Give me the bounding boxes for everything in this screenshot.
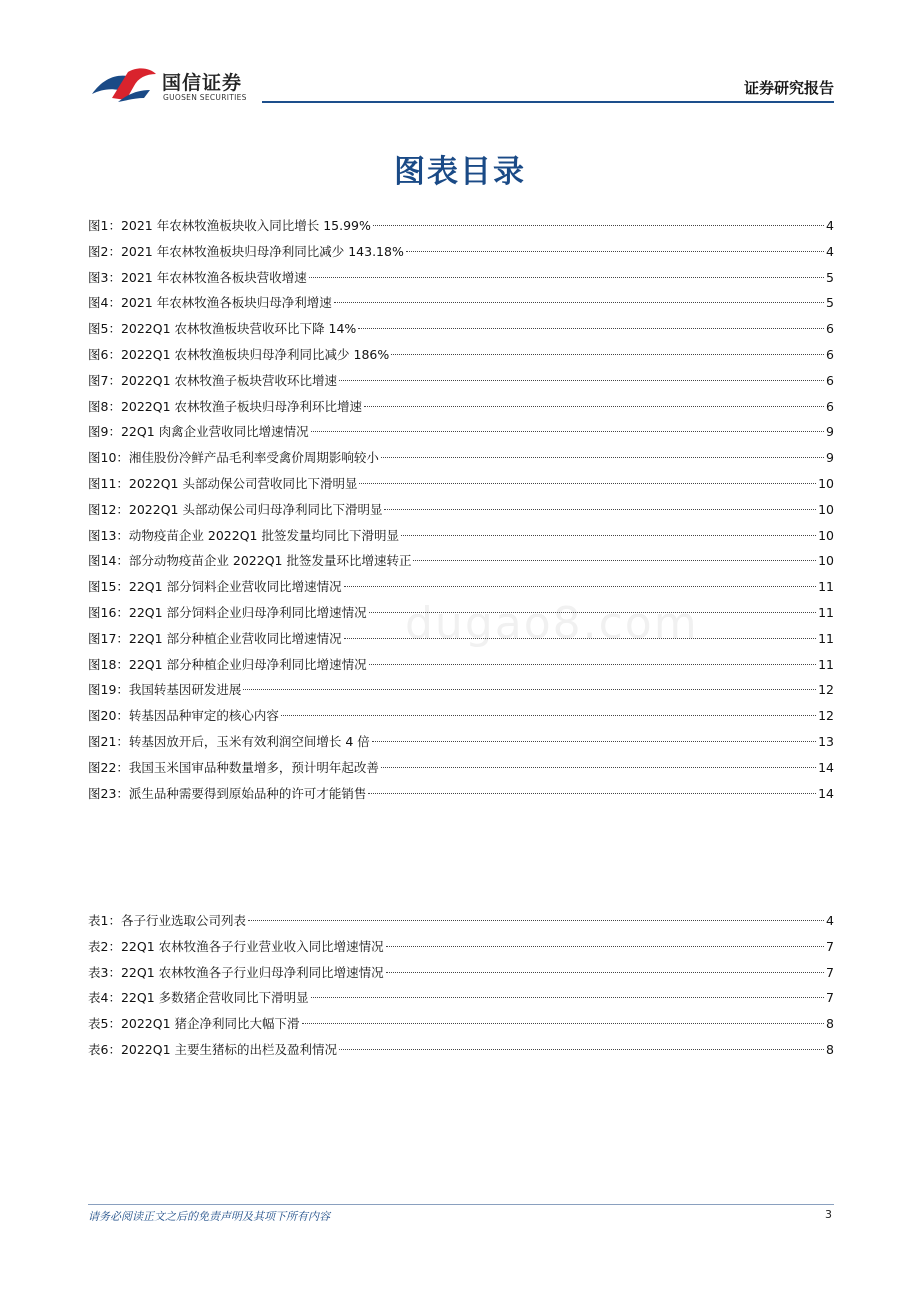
toc-entry[interactable] [88, 497, 834, 523]
toc-entry-label: 图15： [88, 579, 129, 595]
toc-leader-dots [401, 534, 816, 536]
toc-entry-label: 表3： [88, 964, 121, 980]
toc-entry-page: 11 [818, 604, 834, 620]
toc-entry-label: 图18： [88, 656, 129, 672]
toc-entry-title: 22Q1 部分饲料企业营收同比增速情况 [128, 579, 342, 595]
toc-entry-label: 图20： [88, 708, 129, 724]
toc-leader-dots [381, 766, 816, 768]
toc-leader-dots [311, 996, 824, 998]
toc-entry-title: 我国玉米国审品种数量增多，预计明年起改善 [128, 759, 379, 775]
toc-entry-page: 11 [818, 656, 834, 672]
toc-entry-page: 13 [818, 733, 834, 749]
toc-entry-label: 图23： [88, 785, 129, 801]
report-type: 证券研究报告 [743, 79, 834, 97]
toc-entry[interactable] [88, 703, 834, 729]
toc-entry-label: 表5： [88, 1016, 121, 1032]
toc-leader-dots [413, 559, 816, 561]
toc-entry-title: 2021 年农林牧渔板块归母净利同比减少 143.18% [120, 243, 404, 259]
toc-leader-dots [248, 919, 824, 921]
toc-leader-dots [334, 301, 824, 303]
toc-entry[interactable] [88, 934, 834, 960]
toc-entry-page: 14 [818, 759, 834, 775]
toc-entry-title: 22Q1 部分种植企业归母净利同比增速情况 [128, 656, 367, 672]
toc-entry-page: 12 [818, 708, 834, 724]
toc-entry-label: 图6： [88, 346, 121, 362]
toc-entry-label: 图16： [88, 604, 129, 620]
toc-leader-dots [386, 945, 824, 947]
toc-entry[interactable] [88, 265, 834, 291]
watermark: dugao8.com [405, 598, 699, 649]
toc-entry-title: 我国转基因研发进展 [128, 682, 242, 698]
toc-entry[interactable] [88, 290, 834, 316]
toc-entry-title: 派生品种需要得到原始品种的许可才能销售 [128, 785, 367, 801]
toc-leader-dots [243, 688, 816, 690]
toc-entry-page: 7 [826, 938, 834, 954]
toc-entry[interactable] [88, 1011, 834, 1037]
toc-entry[interactable] [88, 755, 834, 781]
toc-entry-title: 转基因品种审定的核心内容 [128, 708, 279, 724]
logo-text-en: GUOSEN SECURITIES [163, 93, 247, 102]
toc-entry-label: 图9： [88, 424, 121, 440]
toc-leader-dots [368, 792, 816, 794]
toc-entry-label: 图10： [88, 450, 129, 466]
toc-entry-label: 图19： [88, 682, 129, 698]
toc-entry-page: 4 [826, 218, 834, 233]
toc-entry-title: 22Q1 部分饲料企业归母净利同比增速情况 [128, 604, 367, 620]
toc-entry-title: 2022Q1 猪企净利同比大幅下滑 [120, 1016, 300, 1032]
toc-entry-label: 图1： [88, 218, 121, 233]
toc-leader-dots [302, 1022, 825, 1024]
toc-entry-page: 6 [826, 398, 834, 414]
toc-entry[interactable] [88, 1037, 834, 1063]
toc-entry-title: 部分动物疫苗企业 2022Q1 批签发量环比增速转正 [128, 553, 412, 569]
toc-entry-page: 5 [826, 295, 834, 311]
toc-entry-title: 2022Q1 农林牧渔子板块归母净利环比增速 [120, 398, 363, 414]
footer-divider [88, 1204, 834, 1205]
toc-leader-dots [391, 353, 824, 355]
table-list [88, 908, 834, 1063]
toc-entry[interactable] [88, 445, 834, 471]
toc-leader-dots [386, 971, 824, 973]
toc-entry-label: 图13： [88, 527, 129, 543]
toc-entry-title: 2022Q1 头部动保公司营收同比下滑明显 [128, 475, 358, 491]
toc-entry-label: 表6： [88, 1041, 121, 1057]
toc-entry[interactable] [88, 471, 834, 497]
toc-entry-label: 图7： [88, 372, 121, 388]
logo-text-cn: 国信证券 [162, 72, 243, 94]
toc-entry[interactable] [88, 960, 834, 986]
toc-entry-page: 6 [826, 372, 834, 388]
toc-entry-title: 22Q1 肉禽企业营收同比增速情况 [120, 424, 309, 440]
toc-entry-page: 12 [818, 682, 834, 698]
toc-entry-page: 11 [818, 579, 834, 595]
toc-entry[interactable] [88, 213, 834, 239]
toc-entry-title: 22Q1 多数猪企营收同比下滑明显 [120, 990, 309, 1006]
toc-leader-dots [344, 637, 817, 639]
toc-entry-title: 2022Q1 农林牧渔板块归母净利同比减少 186% [120, 346, 390, 362]
page-header [88, 60, 834, 108]
toc-entry-label: 图21： [88, 733, 129, 749]
toc-entry-label: 图11： [88, 475, 129, 491]
toc-entry[interactable] [88, 985, 834, 1011]
toc-entry-label: 图8： [88, 398, 121, 414]
toc-entry-page: 6 [826, 346, 834, 362]
toc-leader-dots [344, 585, 817, 587]
toc-entry[interactable] [88, 419, 834, 445]
toc-entry[interactable] [88, 394, 834, 420]
toc-entry-title: 22Q1 部分种植企业营收同比增速情况 [128, 630, 342, 646]
toc-entry[interactable] [88, 600, 834, 626]
toc-entry-page: 11 [818, 630, 834, 646]
toc-entry-label: 图5： [88, 321, 121, 337]
toc-leader-dots [369, 663, 817, 665]
toc-entry[interactable] [88, 239, 834, 265]
toc-entry[interactable] [88, 342, 834, 368]
toc-entry-title: 湘佳股份冷鲜产品毛利率受禽价周期影响较小 [128, 450, 379, 466]
toc-entry[interactable] [88, 523, 834, 549]
toc-entry-page: 7 [826, 990, 834, 1006]
toc-entry-label: 图3： [88, 269, 121, 285]
toc-leader-dots [381, 456, 824, 458]
toc-entry-title: 2021 年农林牧渔板块收入同比增长 15.99% [120, 218, 371, 233]
toc-entry[interactable] [88, 316, 834, 342]
toc-entry-title: 转基因放开后，玉米有效利润空间增长 4 倍 [128, 733, 370, 749]
toc-leader-dots [311, 430, 824, 432]
toc-entry-title: 2022Q1 农林牧渔子板块营收环比增速 [120, 372, 338, 388]
toc-leader-dots [359, 482, 816, 484]
toc-entry-title: 动物疫苗企业 2022Q1 批签发量均同比下滑明显 [128, 527, 399, 543]
toc-entry-title: 22Q1 农林牧渔各子行业营业收入同比增速情况 [120, 938, 384, 954]
toc-entry-label: 表1： [88, 913, 121, 928]
toc-entry-label: 图22： [88, 759, 129, 775]
toc-leader-dots [309, 276, 824, 278]
toc-leader-dots [281, 714, 816, 716]
toc-leader-dots [339, 1048, 824, 1050]
toc-entry-label: 图14： [88, 553, 129, 569]
toc-leader-dots [369, 611, 817, 613]
toc-entry-page: 10 [818, 553, 834, 569]
toc-entry[interactable] [88, 908, 834, 934]
toc-entry-label: 图4： [88, 295, 121, 311]
toc-entry-title: 22Q1 农林牧渔各子行业归母净利同比增速情况 [120, 964, 384, 980]
toc-entry-label: 图2： [88, 243, 121, 259]
toc-entry-page: 9 [826, 424, 834, 440]
toc-leader-dots [384, 508, 816, 510]
page-title: 图表目录 [394, 154, 526, 190]
toc-entry-page: 10 [818, 475, 834, 491]
toc-entry-label: 表2： [88, 938, 121, 954]
toc-leader-dots [339, 379, 824, 381]
toc-entry-page: 10 [818, 527, 834, 543]
toc-entry[interactable] [88, 729, 834, 755]
toc-entry-page: 14 [818, 785, 834, 801]
toc-entry-page: 7 [826, 964, 834, 980]
toc-entry-title: 2021 年农林牧渔各板块营收增速 [120, 269, 307, 285]
header-divider [262, 101, 834, 103]
toc-entry-page: 4 [826, 913, 834, 928]
toc-entry-page: 8 [826, 1041, 834, 1057]
toc-leader-dots [372, 740, 816, 742]
toc-entry[interactable] [88, 368, 834, 394]
toc-entry-title: 2021 年农林牧渔各板块归母净利增速 [120, 295, 332, 311]
toc-entry-label: 图12： [88, 501, 129, 517]
figure-list [88, 213, 834, 806]
toc-entry[interactable] [88, 574, 834, 600]
toc-leader-dots [364, 405, 824, 407]
toc-entry-title: 各子行业选取公司列表 [120, 913, 246, 928]
toc-entry[interactable] [88, 548, 834, 574]
toc-entry[interactable] [88, 677, 834, 703]
toc-entry-label: 表4： [88, 990, 121, 1006]
toc-entry-page: 4 [826, 243, 834, 259]
toc-entry-page: 9 [826, 450, 834, 466]
toc-entry-label: 图17： [88, 630, 129, 646]
toc-entry-title: 2022Q1 农林牧渔板块营收环比下降 14% [120, 321, 357, 337]
toc-entry[interactable] [88, 652, 834, 678]
toc-entry-title: 2022Q1 主要生猪标的出栏及盈利情况 [120, 1041, 338, 1057]
toc-entry-page: 10 [818, 501, 834, 517]
toc-leader-dots [358, 327, 824, 329]
toc-entry-title: 2022Q1 头部动保公司归母净利同比下滑明显 [128, 501, 383, 517]
toc-leader-dots [373, 224, 824, 226]
toc-entry-page: 6 [826, 321, 834, 337]
toc-entry-page: 8 [826, 1016, 834, 1032]
page-number: 3 [825, 1208, 832, 1221]
footer-disclaimer: 请务必阅读正文之后的免责声明及其项下所有内容 [88, 1210, 330, 1223]
toc-entry-page: 5 [826, 269, 834, 285]
guosen-logo-icon [88, 64, 158, 104]
toc-entry[interactable] [88, 781, 834, 807]
toc-leader-dots [406, 250, 824, 252]
toc-entry[interactable] [88, 626, 834, 652]
